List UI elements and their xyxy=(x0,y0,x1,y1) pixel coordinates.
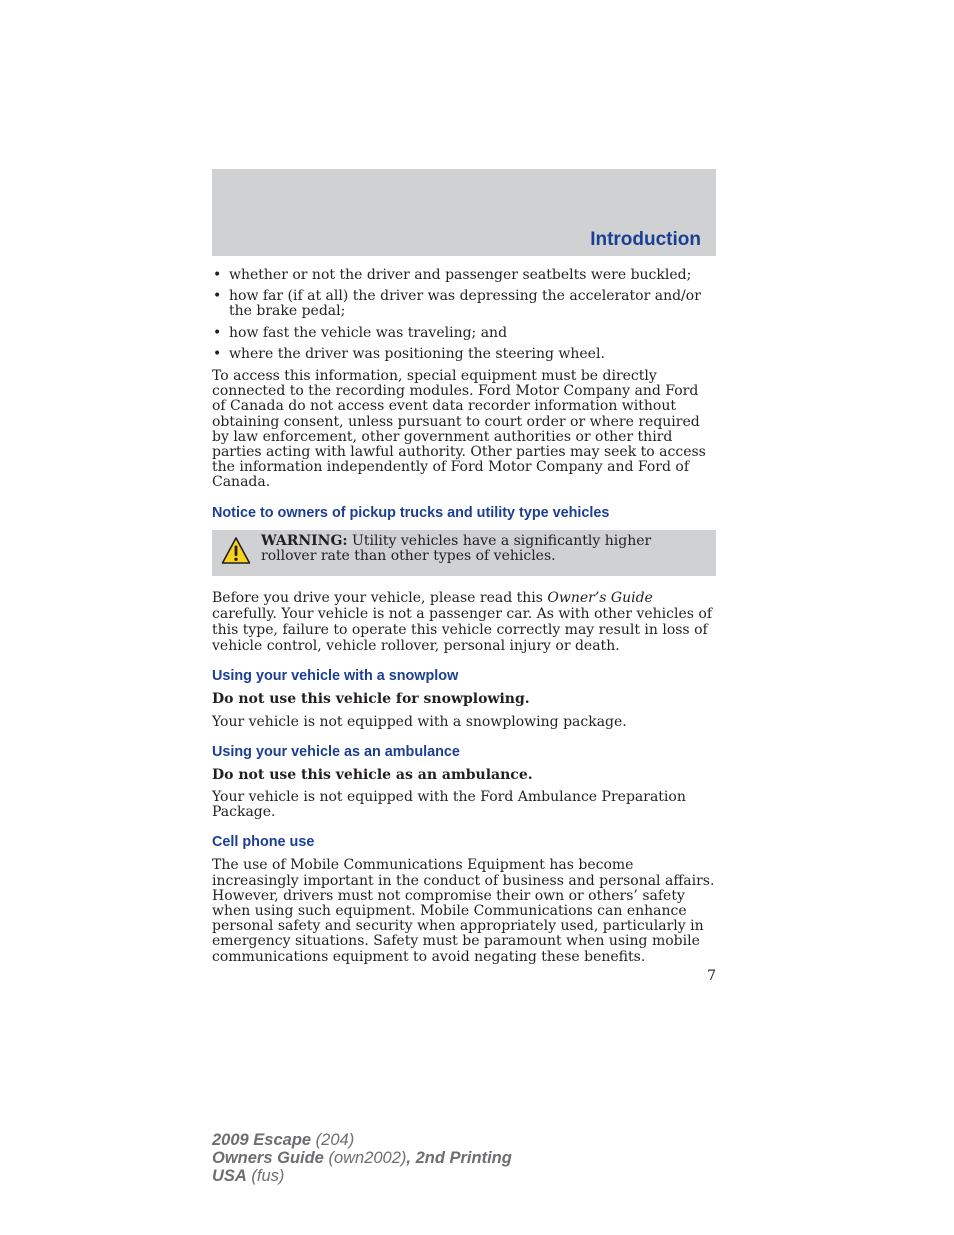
ambulance-heading: Using your vehicle as an ambulance xyxy=(212,743,460,760)
page-number: 7 xyxy=(707,967,716,984)
list-item: • how fast the vehicle was traveling; and xyxy=(212,326,716,341)
paragraph-text: carefully. Your vehicle is not a passenger car. As with other vehicles of this type, failure to operate this vehicle correctly may result in loss of vehicle control, vehicle rollover, personal injury or death. xyxy=(212,605,713,655)
footer-printing: , 2nd Printing xyxy=(406,1149,512,1167)
footer-market-code: (fus) xyxy=(246,1167,285,1185)
footer-model-code: (204) xyxy=(311,1131,355,1149)
footer-market: USA xyxy=(212,1167,247,1185)
data-recorder-list xyxy=(212,268,716,362)
access-paragraph: To access this information, special equipment must be directly connected to the recording modules. Ford Motor Company and Ford of Canada do not access event data recorder information without obtaining consent, unless pursuant to court order or where required by law enforcement, other government authorities or other third parties acting with lawful authority. Other parties may seek to access the information independently of Ford Motor Company and Ford of Canada. xyxy=(212,368,706,491)
footer-model: 2009 Escape xyxy=(212,1131,312,1149)
section-title: Introduction xyxy=(590,229,701,250)
list-item: • whether or not the driver and passenger seatbelts were buckled; xyxy=(212,268,716,283)
footer-line-market xyxy=(212,1167,512,1185)
footer-guide-code: (own2002) xyxy=(323,1149,407,1167)
page-content xyxy=(212,268,716,984)
cellphone-heading: Cell phone use xyxy=(212,834,315,851)
list-item: • how far (if at all) the driver was depressing the accelerator and/or the brake pedal; xyxy=(212,289,716,319)
before-drive-paragraph xyxy=(212,590,716,655)
warning-triangle-icon xyxy=(221,536,251,566)
footer-imprint xyxy=(212,1131,512,1185)
footer-guide: Owners Guide xyxy=(212,1149,324,1167)
paragraph-text: Before you drive your vehicle, please read this xyxy=(212,589,548,606)
footer-line-model xyxy=(212,1131,512,1149)
ambulance-text: Your vehicle is not equipped with the Ford Ambulance Preparation Package. xyxy=(212,789,686,821)
warning-label: WARNING: xyxy=(261,532,348,549)
notice-heading: Notice to owners of pickup trucks and utility type vehicles xyxy=(212,504,610,521)
warning-text xyxy=(261,534,706,564)
footer-line-guide xyxy=(212,1149,512,1167)
snowplow-text: Your vehicle is not equipped with a snowplowing package. xyxy=(212,713,627,730)
list-item: • where the driver was positioning the steering wheel. xyxy=(212,347,716,362)
warning-box xyxy=(212,530,716,576)
snowplow-warning: Do not use this vehicle for snowplowing. xyxy=(212,691,530,708)
cellphone-text: The use of Mobile Communications Equipment has become increasingly important in the conduct of business and personal affairs. However, drivers must not compromise their own or others’ safety when using such equipment. Mobile Communications can enhance personal safety and security when appropriately used, particularly in emergency situations. Safety must be paramount when using mobile communications equipment to avoid negating these benefits. xyxy=(212,857,715,965)
snowplow-heading: Using your vehicle with a snowplow xyxy=(212,668,459,685)
owners-guide-title: Owner’s Guide xyxy=(547,589,653,606)
header-band xyxy=(212,169,716,256)
ambulance-warning: Do not use this vehicle as an ambulance. xyxy=(212,766,533,783)
warning-message: Utility vehicles have a significantly higher rollover rate than other types of vehicles. xyxy=(261,532,652,564)
